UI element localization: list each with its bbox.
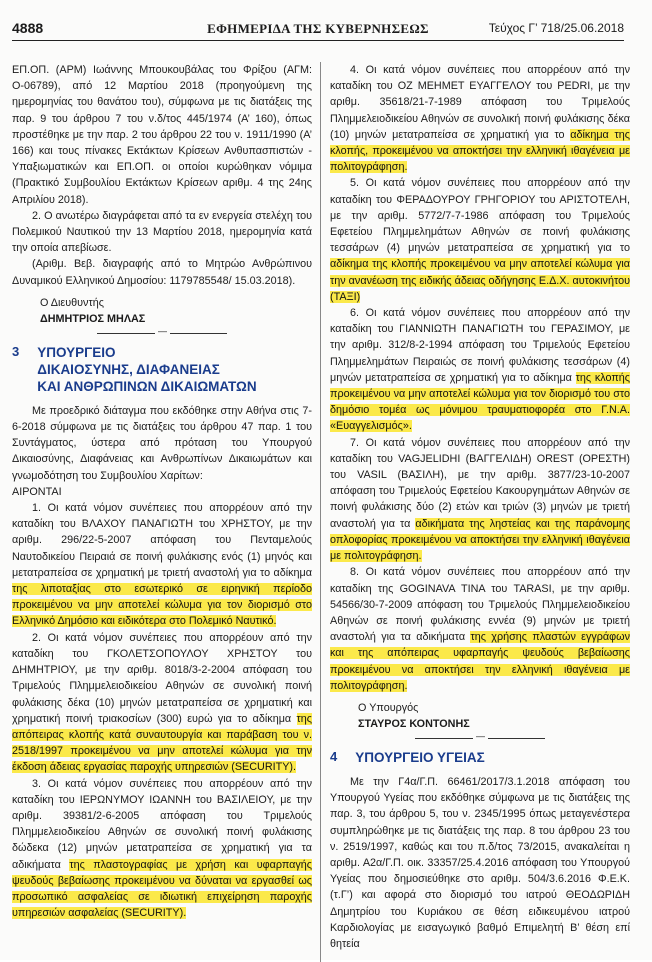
section-separator: — xyxy=(415,738,545,739)
item-text: 6. Οι κατά νόμον συνέπειες που απορρέουν από την καταδίκη του ΓΙΑΝΝΙΩΤΗ ΠΑΝΑΓΙΩΤΗ του ΓΕΡΑΣΙΜΟΥ, με την αριθμ. 312/8-2-1994 απόφαση του Τριμελούς Εφετείου Πλημμελημάτων Πειραιώς σε ποινή φυλάκισης τεσσάρων (4) μηνών μετατραπείσα σε χρηματική για το αδίκημα xyxy=(330,307,630,384)
section-heading xyxy=(330,749,630,766)
highlighted-text: της κλοπής προκειμένου να μην αποτελεί κώλυμα για τον διορισμό του στο δημόσιο τομέα ως μόνιμου τραυματιοφορέα στο Γ.Ν.Α. «Ευαγγελισμός». xyxy=(330,371,630,433)
item-text: 4. Οι κατά νόμον συνέπειες που απορρέουν από την καταδίκη του ΟΖ ΜΕΗΜΕΤ ΕΥΑΓΓΕΛΟΥ του PEDRI, με την αριθμ. 35618/21-7-1989 απόφαση του Τριμελούς Πλημμελειοδικείου Αθηνών σε συνολική ποινή φυλάκισης δέκα (10) μηνών μετατραπείσα σε χρηματική για το xyxy=(330,64,630,141)
section-title-line: ΚΑΙ ΑΝΘΡΩΠΙΝΩΝ ΔΙΚΑΙΩΜΑΤΩΝ xyxy=(37,378,257,394)
highlighted-text: της πλαστογραφίας με χρήση και υφαρπαγής ψευδούς βεβαίωσης προκειμένου να δύναται να εργασθεί ως προσωπικό ασφαλείας σε ιδιωτική επιχείρηση παροχής υπηρεσιών ασφαλείας (SECURITY). xyxy=(12,858,312,920)
section-title-line: ΥΠΟΥΡΓΕΙΟ xyxy=(37,344,116,360)
highlighted-text: αδίκημα της κλοπής προκειμένου να μην αποτελεί κώλυμα για την ανανέωση της ειδικής άδειας οδήγησης Ε.Δ.Χ. αυτοκινήτου (ΤΑΞΙ) xyxy=(330,258,630,303)
issue-info: Τεύχος Γ’ 718/25.06.2018 xyxy=(488,21,624,35)
signer-role: Ο Διευθυντής xyxy=(40,296,104,309)
item-text: 5. Οι κατά νόμον συνέπειες που απορρέουν από την καταδίκη του ΦΕΡΑΔΟΥΡΟΥ ΓΡΗΓΟΡΙΟΥ του ΑΡΙΣΤΟΤΕΛΗ, με την αριθμ. 5772/7-7-1986 απόφαση του Τριμελούς Εφετείου Πλημμελημάτων Αθηνών σε ποινή φυλάκισης τεσσάρων (4) μηνών μετατραπείσα σε χρηματική για το xyxy=(330,177,630,255)
highlighted-text: της χρήσης πλαστών εγγράφων και της απόπειρας υφαρπαγής ψευδούς βεβαίωσης προκειμένου να αποκτήσει την ελληνική ιθαγένεια με πολιτογράφηση. xyxy=(330,631,631,692)
column-divider xyxy=(320,62,321,962)
section-title: ΥΠΟΥΡΓΕΙΟ ΥΓΕΙΑΣ xyxy=(355,749,485,765)
section-number: 3 xyxy=(12,343,20,359)
paragraph: Με την Γ4α/Γ.Π. 66461/2017/3.1.2018 απόφαση του Υπουργού Υγείας που εκδόθηκε σύμφωνα με τις διατάξεις της παρ. 3, του άρθρου 5, του ν. 2345/1995 όπως μεταγενέστερα συμπληρώθηκε με τις διατάξεις της παρ. 8 του άρθρου 23 του ν. 2519/1997, καθώς και του π.δ/τος 73/2015, ανακαλείται η αριθμ. Α2α/Γ.Π. οικ. 33357/25.4.2016 απόφαση του Υπουργού Υγείας που δημοσιεύθηκε στο αριθμ. 504/3.6.2016 Φ.Ε.Κ. (τ.Γ’) και αφορά στο διορισμό του ιατρού ΘΕΟΔΩΡΙΔΗ Δημητρίου του Κυριάκου σε θέση ειδικευμένου ιατρού Καρδιολογίας με εισαγωγικό βαθμό Επιμελητή Β’ θέση επί θητεία xyxy=(330,775,630,950)
item-text: 7. Οι κατά νόμον συνέπειες που απορρέουν από την καταδίκη του VAGJELIDHI (ΒΑΓΓΕΛΙΔΗ) OREST (ΟΡΕΣΤΗ) του VASIL (ΒΑΣΙΛΗ), με την αριθμ. 3877/23-10-2007 απόφαση του Τριμελούς Εφετείου Κακουργημάτων Αθηνών σε ποινή φυλάκισης δύο (2) ετών και τριών (3) μηνών με τριετή αναστολή για τα xyxy=(330,436,630,530)
highlighted-text: της απόπειρας κλοπής κατά συναυτουργία και παράβαση του ν. 2518/1997 προκειμένου να μην αποτελεί κώλυμα για την έκδοση άδειας εργασίας παροχής υπηρεσιών (SECURITY). xyxy=(12,712,312,774)
item-2 xyxy=(12,630,312,776)
highlighted-text: αδίκημα της κλοπής, προκειμένου να αποκτήσει την ελληνική ιθαγένεια με πολιτογράφηση. xyxy=(330,128,630,174)
paragraph: (Αριθμ. Βεβ. διαγραφής από το Μητρώο Ανθρώπινου Δυναμικού Ελληνικού Δημοσίου: 1179785548/ 15.03.2018). xyxy=(12,258,312,287)
item-text: 1. Οι κατά νόμον συνέπειες που απορρέουν από την καταδίκη του ΒΛΑΧΟΥ ΠΑΝΑΓΙΩΤΗ του ΧΡΗΣΤΟΥ, με την αριθμ. 296/22-5-2007 απόφαση του Πενταμελούς Ναυτοδικείου Πειραιά σε ποινή φυλάκισης ενός (1) μηνός και μετατραπείσα σε χρηματική με τριετή αναστολή για το αδίκημα xyxy=(12,502,312,579)
left-column xyxy=(12,62,312,921)
paragraph: ΕΠ.ΟΠ. (ΑΡΜ) Ιωάννης Μπουκουβάλας του Φρίξου (ΑΓΜ: Ο-06789), από 12 Μαρτίου 2018 (προηγούμενη της ημερομηνίας του θανάτου του), σύμφωνα με τις διατάξεις της παρ. 9 του άρθρου 7 του ν.δ/τος 445/1974 (Α’ 160), όπως προστέθηκε με την παρ. 2 του άρθρου 22 του ν. 1911/1990 (Α’ 166) και τους πίνακες Εκτάκτων Κρίσεων Ανθυπασπιστών - Υπαξιωματικών και ΕΠ.ΟΠ. οι οποίοι κυρώθηκαν νόμιμα (Πρακτικό Συμβουλίου Εκτάκτων Κρίσεων αριθμ. 4 της 24ης Απριλίου 2018). xyxy=(12,64,312,206)
signer-name: ΣΤΑΥΡΟΣ ΚΟΝΤΟΝΗΣ xyxy=(358,717,470,730)
highlighted-text: αδικήματα της ληστείας και της παράνομης οπλοφορίας προκειμένου να αποκτήσει την ελληνική ιθαγένεια με πολιτογράφηση. xyxy=(330,517,630,563)
item-6 xyxy=(330,305,630,435)
page-number: 4888 xyxy=(12,20,44,36)
section-separator: — xyxy=(97,333,227,334)
signer-role: Ο Υπουργός xyxy=(358,701,419,714)
item-text: 2. Οι κατά νόμον συνέπειες που απορρέουν από την καταδίκη του ΓΚΟΛΕΤΣΟΠΟΥΛΟΥ ΧΡΗΣΤΟΥ του ΔΗΜΗΤΡΙΟΥ, με την αριθμ. 8018/3-2-2004 απόφαση του Τριμελούς Πλημμελειοδικείου Αθηνών σε συνολική ποινή φυλάκισης δέκα (10) μηνών μετατραπείσα σε χρηματική και χρηματική ποινή τριακοσίων (300) ευρώ για το αδίκημα xyxy=(12,631,312,725)
right-column xyxy=(330,62,630,952)
section-number: 4 xyxy=(330,748,338,764)
paragraph: 2. Ο ανωτέρω διαγράφεται από τα εν ενεργεία στελέχη του Πολεμικού Ναυτικού την 13 Μαρτίου 2018, ημερομηνία κατά την οποία απεβίωσε. xyxy=(12,209,312,255)
item-4 xyxy=(330,62,630,175)
section-heading xyxy=(12,344,312,395)
item-8 xyxy=(330,564,630,694)
item-text: 3. Οι κατά νόμον συνέπειες που απορρέουν από την καταδίκη του ΙΕΡΩΝΥΜΟΥ ΙΩΑΝΝΗ του ΒΑΣΙΛΕΙΟΥ, με την αριθμ. 39381/2-6-2005 απόφαση του Τριμελούς Πλημμελειοδικείου Αθηνών σε συνολική ποινή φυλάκισης δώδεκα (12) μηνών μετατραπείσα σε χρηματική για τα αδικήματα xyxy=(12,777,312,871)
item-7 xyxy=(330,435,630,565)
item-5 xyxy=(330,175,630,305)
signer-name: ΔΗΜΗΤΡΙΟΣ ΜΗΛΑΣ xyxy=(40,312,146,325)
item-3 xyxy=(12,776,312,922)
intro-paragraph: Με προεδρικό διάταγμα που εκδόθηκε στην Αθήνα στις 7-6-2018 σύμφωνα με τις διατάξεις του άρθρου 47 παρ. 1 του Συντάγματος, ύστερα από πρόταση του Υπουργού Δικαιοσύνης, Διαφάνειας και Ανθρωπίνων Δικαιωμάτων και γνωμοδότηση του Συμβουλίου Χαρίτων: xyxy=(12,404,312,482)
airontai-heading: ΑΙΡΟΝΤΑΙ xyxy=(12,485,62,498)
item-1 xyxy=(12,500,312,630)
header-rule xyxy=(12,40,624,41)
highlighted-text: της λιποταξίας στο εσωτερικό σε ειρηνική περίοδο προκειμένου να μην αποτελεί κώλυμα για τον διορισμό στο Ελληνικό Δημόσιο και ειδικότερα στο Πολεμικό Ναυτικό. xyxy=(12,583,312,628)
item-text: 8. Οι κατά νόμον συνέπειες που απορρέουν από την καταδίκη της GOGINAVA TINA του TARASI, με την αριθμ. 54566/30-7-2009 απόφαση του Τριμελούς Πλημμελειοδικείου Αθηνών σε ποινή φυλάκισης εννέα (9) μηνών με τριετή αναστολή για τα αδικήματα xyxy=(330,566,630,644)
section-title-line: ΔΙΚΑΙΟΣΥΝΗΣ, ΔΙΑΦΑΝΕΙΑΣ xyxy=(37,361,220,377)
page-header xyxy=(12,20,624,46)
gazette-title: ΕΦΗΜΕΡΙΔΑ ΤΗΣ ΚΥΒΕΡΝΗΣΕΩΣ xyxy=(207,21,429,36)
